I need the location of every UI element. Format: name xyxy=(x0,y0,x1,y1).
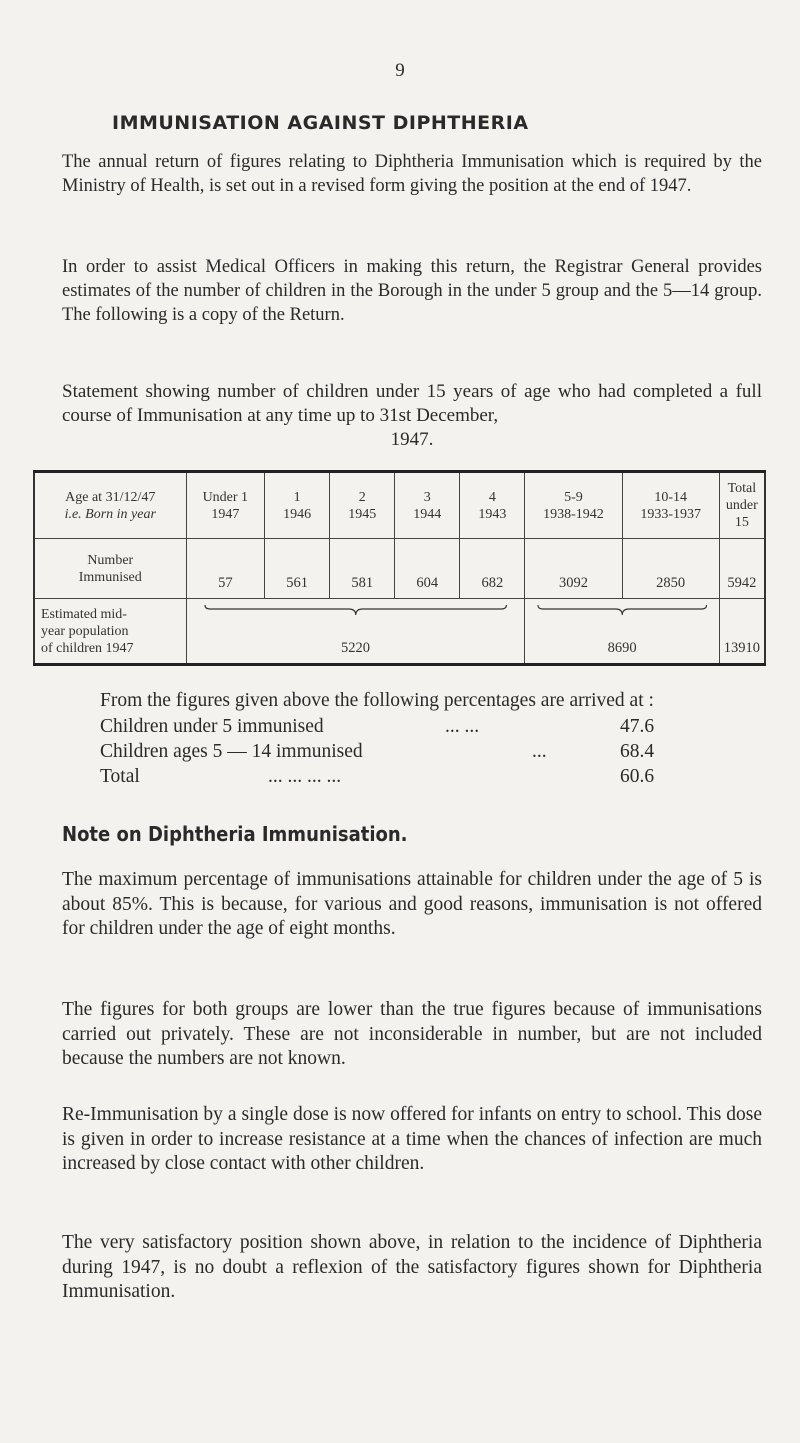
immunised-value: 3092 xyxy=(525,539,622,599)
statement-text: Statement showing number of children under 15 years of age who had completed a full course of Immunisation at any time up to 31st December, xyxy=(62,381,762,426)
population-under5-cell xyxy=(186,599,525,665)
column-year: 1944 xyxy=(413,506,442,522)
immunised-value: 57 xyxy=(186,539,265,599)
note-heading: Note on Diphtheria Immunisation. xyxy=(62,822,408,846)
note-paragraph: Re-Immunisation by a single dose is now offered for infants on entry to school. This dose is given in order to increase resistance at a time when the chances of infection are much increased by close contact with other children. xyxy=(62,1104,762,1174)
immunised-label-line2: Immunised xyxy=(78,569,142,585)
5to14-brace-icon xyxy=(537,604,708,616)
statement-year: 1947. xyxy=(390,429,434,450)
population-label-line1: Estimated mid- xyxy=(41,606,127,622)
immunised-value: 2850 xyxy=(622,539,719,599)
population-label-cell xyxy=(34,599,186,665)
immunised-value: 561 xyxy=(265,539,330,599)
note-paragraph: The very satisfactory position shown above, in relation to the incidence of Diphtheria during 1947, is no doubt a reflexion of the satisfactory figures shown for Diphtheria Immunisation. xyxy=(62,1232,762,1302)
immunised-value: 604 xyxy=(395,539,460,599)
immunisation-table xyxy=(33,470,766,666)
immunised-value: 581 xyxy=(330,539,395,599)
column-header xyxy=(622,472,719,539)
intro-paragraph-1: The annual return of figures relating to Diphtheria Immunisation which is required by the Ministry of Health, is set out in a revised form giving the position at the end of 1947. xyxy=(62,152,762,196)
column-year: 1938-1942 xyxy=(543,506,604,522)
immunised-label-line1: Number xyxy=(87,552,134,568)
population-label-line3: of children 1947 xyxy=(41,640,134,656)
column-age: 5-9 xyxy=(564,489,583,505)
header-label-line1: Age at 31/12/47 xyxy=(65,489,156,505)
column-header xyxy=(460,472,525,539)
immunised-label-cell xyxy=(34,539,186,599)
percentage-value: 60.6 xyxy=(620,766,655,787)
column-header xyxy=(525,472,622,539)
statement-caption xyxy=(62,380,762,452)
intro-paragraph-2: In order to assist Medical Officers in making this return, the Registrar General provides estimates of the number of children in the Borough in the under 5 group and the 5—14 group. The following is a copy of the Return. xyxy=(62,257,762,325)
column-header xyxy=(265,472,330,539)
column-year: 1947 xyxy=(211,506,240,522)
table-header-row xyxy=(34,472,765,539)
column-age: Under 1 xyxy=(202,489,249,505)
percentage-label: Total xyxy=(100,766,140,787)
percentage-value: 68.4 xyxy=(620,741,655,762)
population-under5-value: 5220 xyxy=(340,640,370,656)
column-header xyxy=(719,472,765,539)
percentages-intro: From the figures given above the following percentages are arrived at : xyxy=(100,690,654,711)
population-5to14-cell xyxy=(525,599,719,665)
column-age: 10-14 xyxy=(654,489,687,505)
population-label-line2: year population xyxy=(41,623,129,639)
column-year: 1945 xyxy=(348,506,377,522)
population-5to14-value: 8690 xyxy=(607,640,637,656)
note-paragraph: The figures for both groups are lower than the true figures because of immunisations carried out privately. These are not inconsiderable in number, but are not included because the numbers are not known. xyxy=(62,999,762,1069)
under5-brace-icon xyxy=(204,604,507,616)
column-header xyxy=(330,472,395,539)
column-header xyxy=(186,472,265,539)
column-year: 1946 xyxy=(283,506,312,522)
column-year: 1933-1937 xyxy=(640,506,701,522)
immunised-value: 5942 xyxy=(719,539,765,599)
column-year: under 15 xyxy=(725,498,758,530)
page-title: IMMUNISATION AGAINST DIPHTHERIA xyxy=(112,112,529,134)
page-number: 9 xyxy=(395,60,405,81)
column-year: 1943 xyxy=(478,506,507,522)
percentage-leader: ... ... xyxy=(445,716,480,737)
percentage-leader: ... ... ... ... xyxy=(268,766,342,787)
column-age: 2 xyxy=(358,489,366,505)
population-row xyxy=(34,599,765,665)
column-header xyxy=(395,472,460,539)
header-label-line2: i.e. Born in year xyxy=(64,506,156,522)
population-total-value: 13910 xyxy=(719,599,765,665)
column-age: 3 xyxy=(423,489,431,505)
percentage-value: 47.6 xyxy=(620,716,655,737)
column-age: 1 xyxy=(293,489,301,505)
column-age: 4 xyxy=(488,489,496,505)
percentage-label: Children under 5 immunised xyxy=(100,716,324,737)
immunised-row xyxy=(34,539,765,599)
note-paragraph: The maximum percentage of immunisations attainable for children under the age of 5 is about 85%. This is because, for various and good reasons, immunisation is not offered for children under the age of eight months. xyxy=(62,869,762,939)
header-label-cell xyxy=(34,472,186,539)
percentage-label: Children ages 5 — 14 immunised xyxy=(100,741,363,762)
percentage-leader: ... xyxy=(532,741,547,762)
column-age: Total xyxy=(727,481,757,496)
immunised-value: 682 xyxy=(460,539,525,599)
